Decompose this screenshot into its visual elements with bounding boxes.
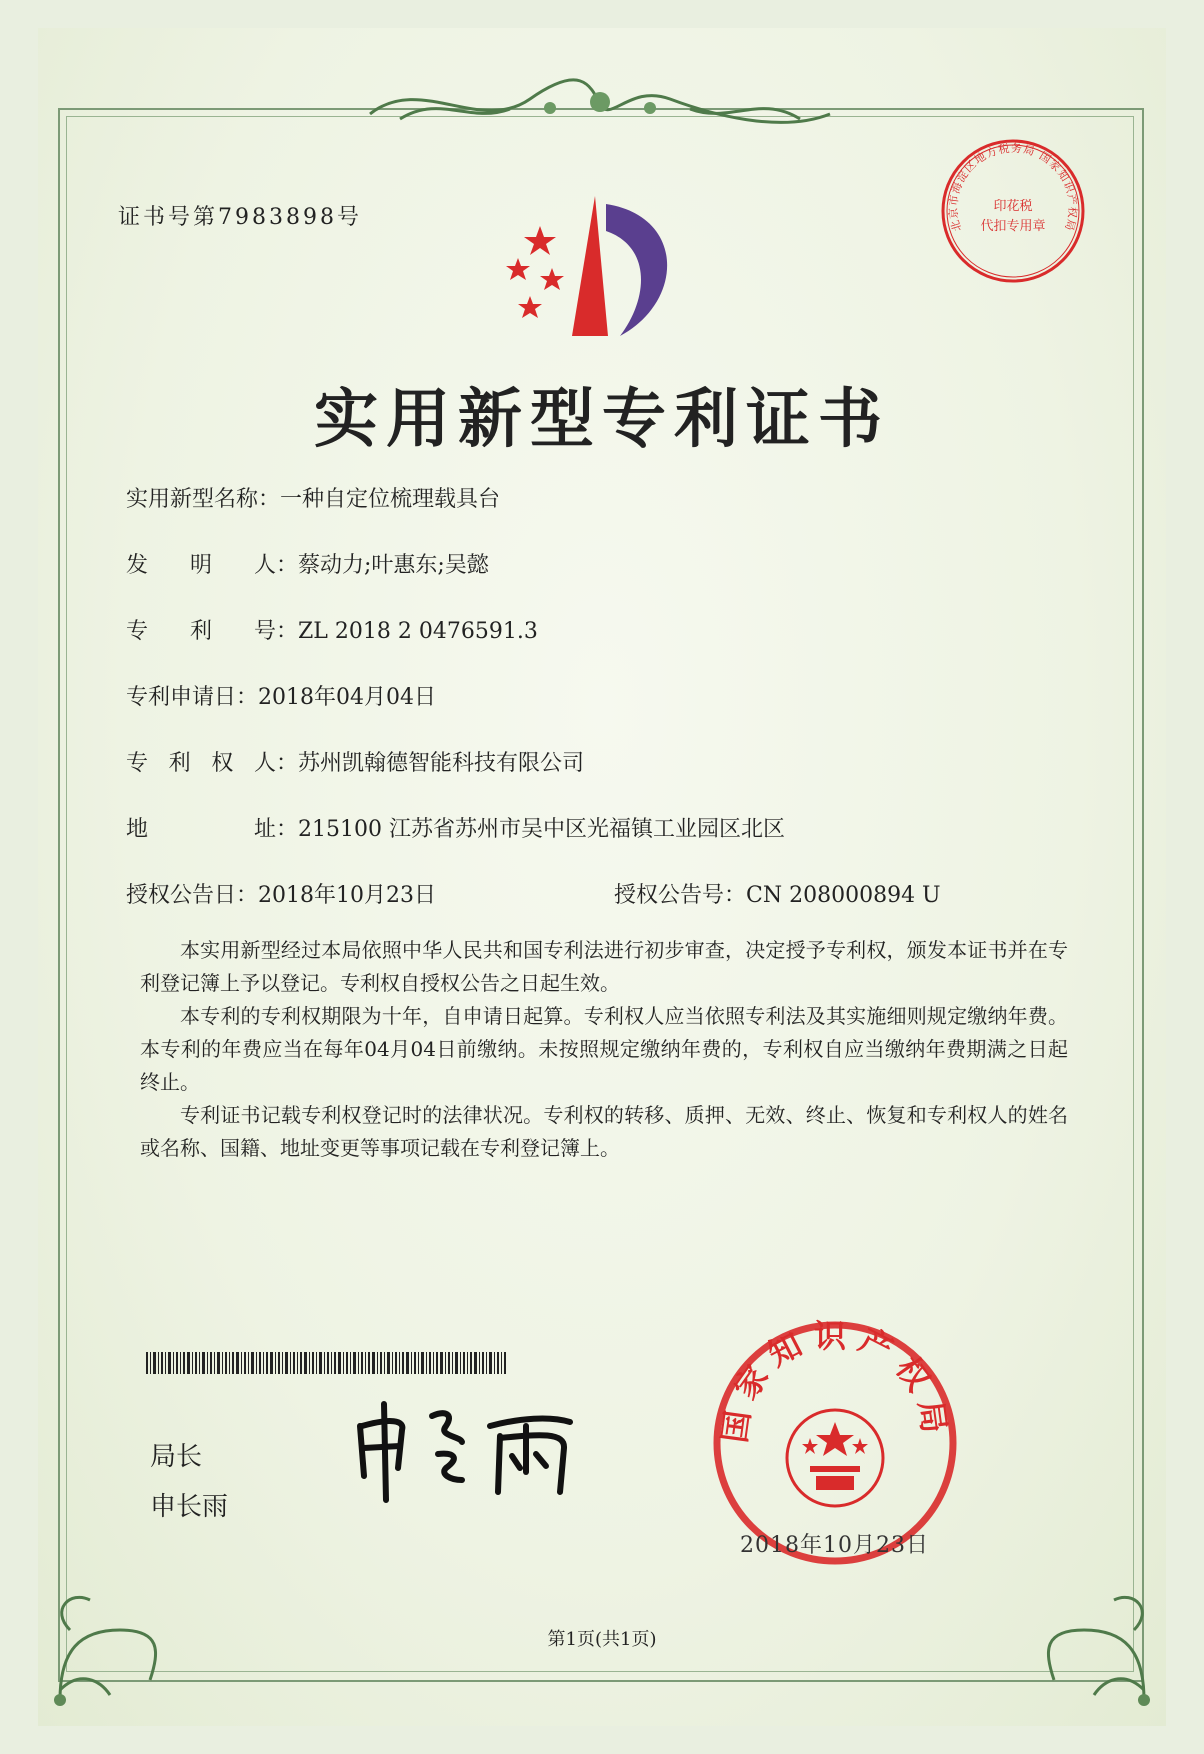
director-name: 申长雨 [150, 1492, 229, 1522]
field-value: 2018年04月04日 [258, 685, 436, 710]
field-value: ZL 2018 2 0476591.3 [298, 619, 538, 644]
field-grant-number [614, 878, 941, 909]
field-patentee: 专 利 权 人 ：苏州凯翰德智能科技有限公司 [126, 746, 584, 777]
field-label: 地 址 [126, 817, 276, 842]
field-value: 一种自定位梳理载具台 [280, 487, 501, 512]
field-value: 2018年10月23日 [258, 883, 436, 908]
field-grant-date [126, 878, 436, 909]
director-signature [350, 1396, 600, 1506]
field-label: 授权公告号： [614, 883, 747, 908]
field-label: 专 利 权 人 [126, 751, 276, 776]
field-inventor: 发 明 人 ：蔡动力;叶惠东;吴懿 [126, 548, 489, 579]
field-filing-date [126, 680, 436, 711]
statement-paragraph: 专利证书记载专利权登记时的法律状况。专利权的转移、质押、无效、终止、恢复和专利权人的姓名或名称、国籍、地址变更等事项记载在专利登记簿上。 [140, 1103, 1068, 1160]
field-label: 发 明 人 [126, 553, 276, 578]
director-title: 局长 [150, 1442, 203, 1472]
field-label: 授权公告日： [126, 883, 259, 908]
field-label: 实用新型名称： [126, 487, 281, 512]
stamp-ring-text: 北京市海淀区地方税务局 国家知识产权局 [946, 141, 1080, 233]
field-label: 专 利 号 [126, 619, 276, 644]
field-address: 地 址 ：215100 江苏省苏州市吴中区光福镇工业园区北区 [126, 812, 785, 843]
stamp-center-line-2: 代扣专用章 [980, 219, 1046, 234]
page-number: 第1页(共1页) [547, 1629, 657, 1650]
certificate-number: 证书号第7983898号 [118, 205, 362, 230]
seal-date: 2018年10月23日 [740, 1533, 929, 1558]
field-label: 专利申请日： [126, 685, 259, 710]
field-utility-model-name [126, 482, 500, 513]
field-patent-number: 专 利 号 ：ZL 2018 2 0476591.3 [126, 614, 538, 645]
patent-office-logo [500, 196, 690, 346]
certificate-title: 实用新型专利证书 [314, 383, 890, 457]
stamp-center-line-1: 印花税 [993, 199, 1033, 214]
field-value: 215100 江苏省苏州市吴中区光福镇工业园区北区 [298, 817, 785, 842]
stamp-duty-seal [938, 136, 1088, 286]
field-value: CN 208000894 U [746, 883, 941, 908]
field-value: 蔡动力;叶惠东;吴懿 [298, 553, 489, 578]
statement-paragraph: 本专利的专利权期限为十年，自申请日起算。专利权人应当依照专利法及其实施细则规定缴纳年费。本专利的年费应当在每年04月04日前缴纳。未按照规定缴纳年费的，专利权自应当缴纳年费期满之日起终止。 [140, 1004, 1068, 1094]
barcode [146, 1352, 506, 1374]
svg-text:国家知识产权局: 国家知识产权局 [715, 1318, 955, 1446]
field-value: 苏州凯翰德智能科技有限公司 [298, 751, 585, 776]
statement-paragraph: 本实用新型经过本局依照中华人民共和国专利法进行初步审查，决定授予专利权，颁发本证书并在专利登记簿上予以登记。专利权自授权公告之日起生效。 [140, 938, 1068, 995]
top-ornament [360, 74, 840, 134]
